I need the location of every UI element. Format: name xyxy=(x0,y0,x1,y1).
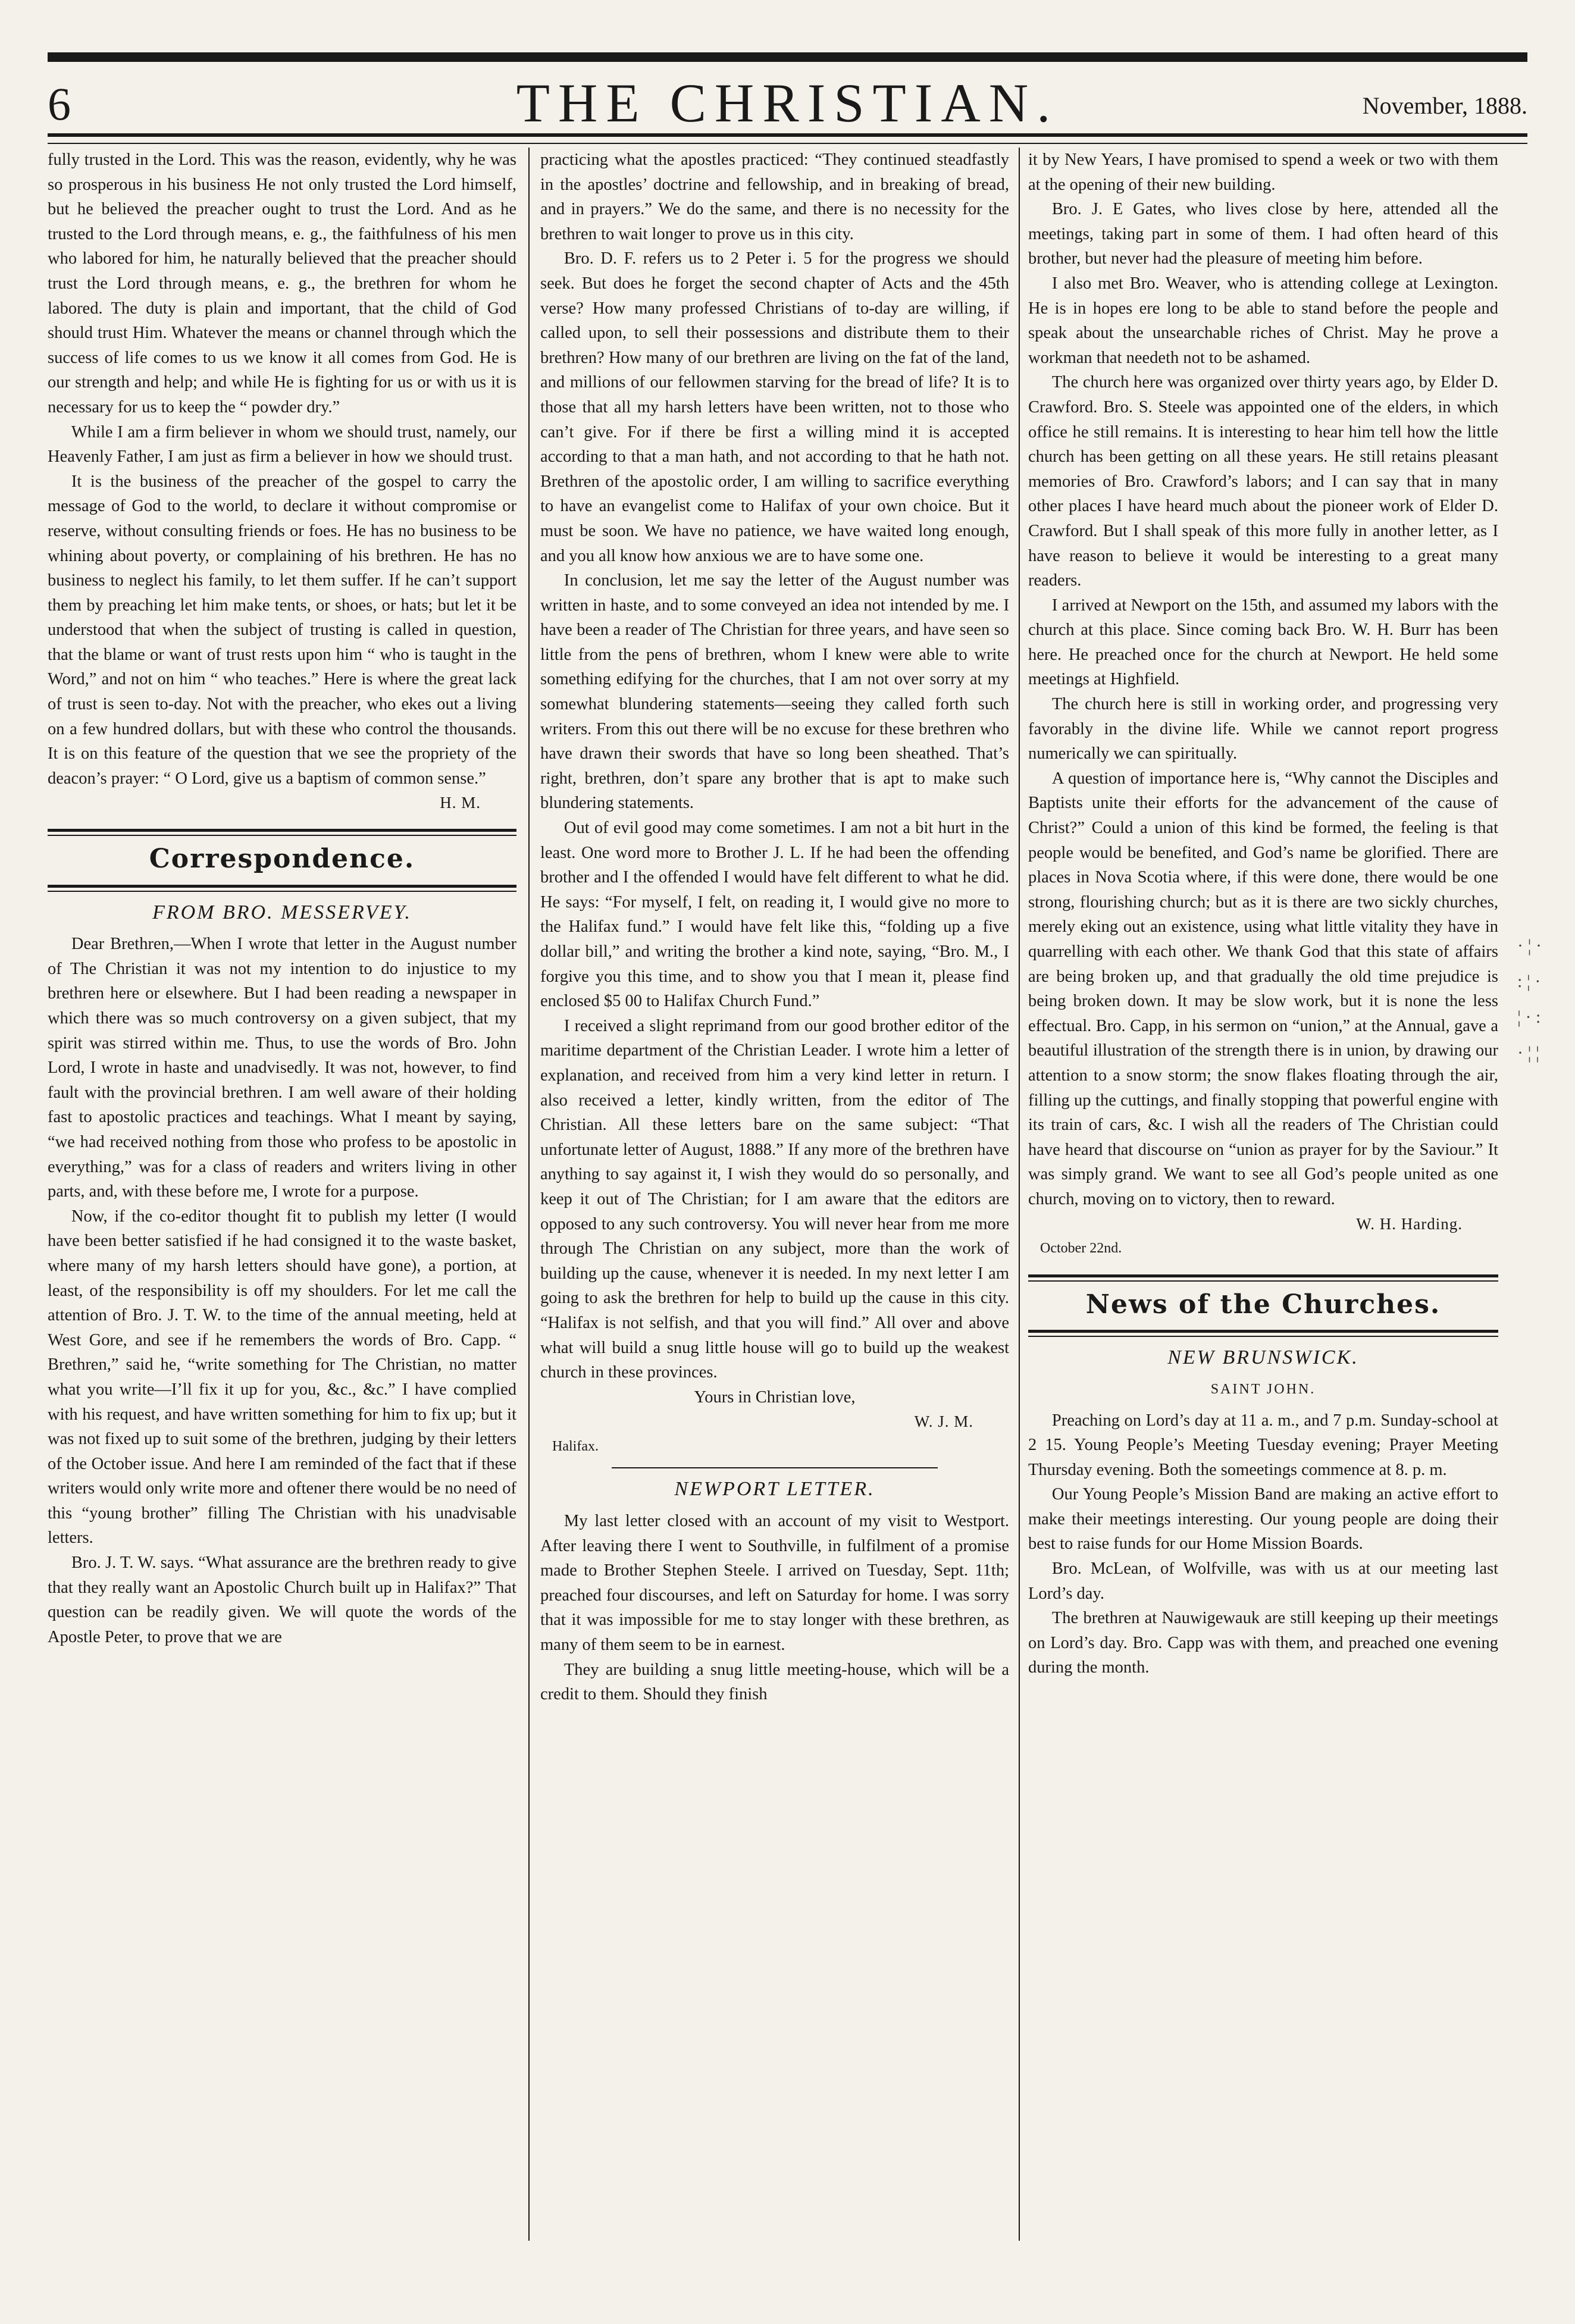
paragraph: In conclusion, let me say the letter of the August number was written in haste, and to some conveyed an idea not intended by me. I have been a reader of The Christian for three years, and have seen so little from the pens of brethren, whom I knew were able to write something edifying for the churches, that I am not over sorry at my somewhat blundering statements—seeing they called forth such writers. From this out there will be no excuse for these brethren who have drawn their swords that have so long been sheathed. That’s right, brethren, don’t spare any brother that is apt to make such blundering statements. xyxy=(540,571,1009,813)
section-divider xyxy=(1028,1274,1498,1282)
sub-heading: SAINT JOHN. xyxy=(1210,1381,1316,1397)
paragraph: Bro. J. E Gates, who lives close by here, attended all the meetings, taking part in some of them. I had often heard of this brother, but never had the pleasure of meeting him before. xyxy=(1028,200,1498,268)
paragraph: it by New Years, I have promised to spend a week or two with them at the opening of their new building. xyxy=(1028,151,1498,194)
masthead-top-rule xyxy=(48,52,1527,62)
paragraph: My last letter closed with an account of my visit to Westport. After leaving there I went to Southville, in fulfilment of a promise made to Brother Stephen Steele. I arrived on Tuesday, Sept. 11th; preached four discourses, and left on Saturday for home. I was sorry that it was impossible for me to stay longer with these brethren, as many of them seem to be in earnest. xyxy=(540,1512,1009,1655)
section-heading-news: News of the Churches. xyxy=(1085,1289,1441,1320)
section-divider xyxy=(1028,1330,1498,1337)
article-heading: NEWPORT LETTER. xyxy=(674,1478,875,1501)
masthead-bottom-rule xyxy=(48,133,1527,144)
paragraph: Our Young People’s Mission Band are making an active effort to make their meetings interesting. Our young people are doing their best to raise funds for our Home Mission Boards. xyxy=(1028,1485,1498,1553)
column-3 xyxy=(1028,148,1498,2241)
margin-ink-marks: · ¦ · : ¦ · ¦ · : · ¦ ¦ xyxy=(1517,936,1542,1063)
paragraph: I arrived at Newport on the 15th, and assumed my labors with the church at this place. Since coming back Bro. W. H. Burr has been here. He preached once for the church at Newport. He held some meetings at Highfield. xyxy=(1028,596,1498,689)
dateline: October 22nd. xyxy=(1040,1241,1122,1257)
signature: H. M. xyxy=(440,794,481,812)
paragraph: Bro. J. T. W. says. “What assurance are the brethren ready to give that they really want an Apostolic Church built up in Halifax?” That question can be readily given. We will quote the words of the Apostle Peter, to prove that we are xyxy=(48,1553,516,1646)
paragraph: The church here is still in working order, and progressing very favorably in the divine life. While we cannot report progress numerically we can spiritually. xyxy=(1028,695,1498,763)
section-divider xyxy=(48,829,516,836)
page-number: 6 xyxy=(48,78,71,130)
newspaper-title: THE CHRISTIAN. xyxy=(516,73,1059,133)
paragraph: It is the business of the preacher of the gospel to carry the message of God to the world, to declare it without compromise or reserve, without consulting friends or foes. He has no business to be whining about poverty, or complaining of his brethren. He has no business to neglect his family, to let them suffer. If he can’t support them by preaching let him make tents, or shoes, or hats; but let it be understood that when the subject of trusting is called in question, that the blame or want of trust rests upon him “ who is taught in the Word,” and not on him “ who teaches.” Here is where the great lack of trust is seen to-day. Not with the preacher, who ekes out a living on a few hundred dollars, but with these who control the thousands. It is on this feature of the question that we see the propriety of the deacon’s prayer: “ O Lord, give us a baptism of common sense.” xyxy=(48,472,516,788)
article-heading: NEW BRUNSWICK. xyxy=(1167,1346,1359,1369)
section-divider xyxy=(48,885,516,892)
masthead xyxy=(48,71,1527,137)
signature: W. J. M. xyxy=(914,1412,973,1431)
section-heading-correspondence: Correspondence. xyxy=(149,844,415,875)
column-rule-2 xyxy=(1019,148,1020,2241)
paragraph: They are building a snug little meeting-house, which will be a credit to them. Should they finish xyxy=(540,1660,1009,1704)
column-1 xyxy=(48,148,516,2241)
article-heading: FROM BRO. MESSERVEY. xyxy=(152,901,412,923)
paragraph: Bro. D. F. refers us to 2 Peter i. 5 for the progress we should seek. But does he forget the second chapter of Acts and the 45th verse? How many professed Christians of to-day are willing, if called upon, to sell their possessions and distribute them to their brethren? How many of our brethren are living on the fat of the land, and millions of our fellowmen starving for the bread of life? It is to those that all my harsh letters have been written, not to those who can’t give. For if there be first a willing mind it is accepted according to that a man hath, and not according to that he hath not. Brethren of the apostolic order, I am willing to sacrifice everything to have an evangelist come to Halifax of your own choice. But it must be soon. We have no patience, we have waited long enough, and you all know how anxious we are to have some one. xyxy=(540,249,1009,565)
issue-date: November, 1888. xyxy=(1362,92,1527,119)
article-divider xyxy=(612,1467,938,1468)
paragraph: Preaching on Lord’s day at 11 a. m., and 7 p.m. Sunday-school at 2 15. Young People’s Meeting Tuesday evening; Prayer Meeting Thursday evening. Both the someetings commence at 8. p. m. xyxy=(1028,1411,1498,1479)
paragraph: practicing what the apostles practiced: “They continued steadfastly in the apostles’ doctrine and fellowship, and in breaking of bread, and in prayers.” We do the same, and there is no necessity for the brethren to wait longer to prove us in this city. xyxy=(540,151,1009,243)
paragraph: fully trusted in the Lord. This was the reason, evidently, why he was so prosperous in his business He not only trusted the Lord himself, but he believed the preacher ought to trust the Lord. And as he trusted to the Lord through means, e. g., the faithfulness of his men who labored for him, he naturally believed that the preacher should trust the Lord through means, e. g., the brethren for whom he labored. The duty is plain and important, that the child of God should trust Him. Whatever the means or channel through which the success of life comes to us we know it all comes from God. He is our strength and help; and while He is fighting for us or with us it is necessary for us to keep the “ powder dry.” xyxy=(48,151,516,416)
paragraph: While I am a firm believer in whom we should trust, namely, our Heavenly Father, I am just as firm a believer in how we should trust. xyxy=(48,422,516,466)
signature: W. H. Harding. xyxy=(1356,1214,1463,1233)
paragraph: I received a slight reprimand from our good brother editor of the maritime department of the Christian Leader. I wrote him a letter of explanation, and received from him a very kind letter in return. I also received a letter, kindly written, from the editor of The Christian. All these letters bare on the same subject: “That unfortunate letter of August, 1888.” If any more of the brethren have anything to say against it, I wish they would do so personally, and keep it out of The Christian; for I am aware that the editors are opposed to any such controversy. You will never hear from me more through The Christian on any subject, more than the work of building up the cause, whenever it is needed. In my next letter I am going to ask the brethren for help to build up the cause in this city. “Halifax is not selfish, and that you will find.” All over and above what will build a snug little house will go to build up the weakest church in these provinces. xyxy=(540,1016,1009,1382)
paragraph: The church here was organized over thirty years ago, by Elder D. Crawford. Bro. S. Steele was appointed one of the elders, in which office he still remains. It is interesting to hear him tell how the little church has been getting on all these years. He still retains pleasant memories of Bro. Crawford’s labors; and I can say that in many other places I have heard much about the pioneer work of Elder D. Crawford. But I shall speak of this more fully in another letter, as I have reason to believe it would be interesting to a great many readers. xyxy=(1028,373,1498,590)
paragraph: A question of importance here is, “Why cannot the Disciples and Baptists unite their efforts for the advancement of the cause of Christ?” Could a union of this kind be formed, the feeling is that people would be benefited, and God’s name be glorified. There are places in Nova Scotia where, if this were done, there would be one strong, flourishing church; but as it is there are two sickly churches, merely eking out an existence, using what little vitality they have in quarrelling with each other. We thank God that this state of affairs are being broken up, and that gradually the old time prejudice is being broken down. It may be slow work, but it is none the less effectual. Bro. Capp, in his sermon on “union,” at the Annual, gave a beautiful illustration of the strength there is in union, by drawing our attention to a snow storm; the snow flakes floating through the air, filling up the cuttings, and finally stopping that powerful engine with its train of cars, &c. I wish all the readers of The Christian could have heard that discourse on “union as prayer for by the Saviour.” It was simply grand. We want to see all God’s people united as one church, moving on to victory, then to reward. xyxy=(1028,769,1498,1208)
column-2 xyxy=(540,148,1009,2241)
closing: Yours in Christian love, xyxy=(694,1387,856,1407)
paragraph: Dear Brethren,—When I wrote that letter in the August number of The Christian it was not my intention to do injustice to my brethren here or elsewhere. But I had been reading a newspaper in which there was so much controversy on a given subject, that my spirit was stirred within me. Thus, to use the words of Bro. John Lord, I wrote in haste and unadvisedly. It was not, however, to find fault with the provincial brethren. I am well aware of their holding fast to apostolic practices and teachings. What I meant by saying, “we had received nothing from those who profess to be apostolic in everything,” was for a class of readers and writers living in other parts, and, with these before me, I wrote for a purpose. xyxy=(48,935,516,1201)
paragraph: I also met Bro. Weaver, who is attending college at Lexington. He is in hopes ere long to be able to stand before the people and speak about the unsearchable riches of Christ. May he prove a workman that needeth not to be ashamed. xyxy=(1028,274,1498,367)
paragraph: The brethren at Nauwigewauk are still keeping up their meetings on Lord’s day. Bro. Capp was with them, and preached one evening during the month. xyxy=(1028,1609,1498,1677)
paragraph: Bro. McLean, of Wolfville, was with us at our meeting last Lord’s day. xyxy=(1028,1559,1498,1603)
paragraph: Now, if the co-editor thought fit to publish my letter (I would have been better satisfied if he had consigned it to the waste basket, where many of my harsh letters should have gone), a portion, at least, of the responsibility is off my shoulders. For let me call the attention of Bro. J. T. W. to the time of the annual meeting, held at West Gore, and see if he remembers the words of Bro. Capp. “ Brethren,” said he, “write something for The Christian, no matter what you write—I’ll fix it up for you, &c., &c.” I have complied with his request, and have written something for him to fix up; but it was not fixed up to suit some of the brethren, judging by their letters of the October issue. And here I am reminded of the fact that if these writers would only write more and oftener there would be no need of this “young brother” filling The Christian with his unadvisable letters. xyxy=(48,1207,516,1548)
place-line: Halifax. xyxy=(552,1438,599,1454)
paragraph: Out of evil good may come sometimes. I am not a bit hurt in the least. One word more to Brother J. L. If he had been the offending brother and I the offended I would have felt different to what he did. He says: “For myself, I felt, on reading it, I would give no more to the Halifax fund.” I would have felt like this, “folding up a five dollar bill,” and writing the brother a kind note, saying, “Bro. M., I forgive you this time, and to show you that I mean it, please find enclosed $5 00 to Halifax Church Fund.” xyxy=(540,819,1009,1011)
column-rule-1 xyxy=(528,148,530,2241)
